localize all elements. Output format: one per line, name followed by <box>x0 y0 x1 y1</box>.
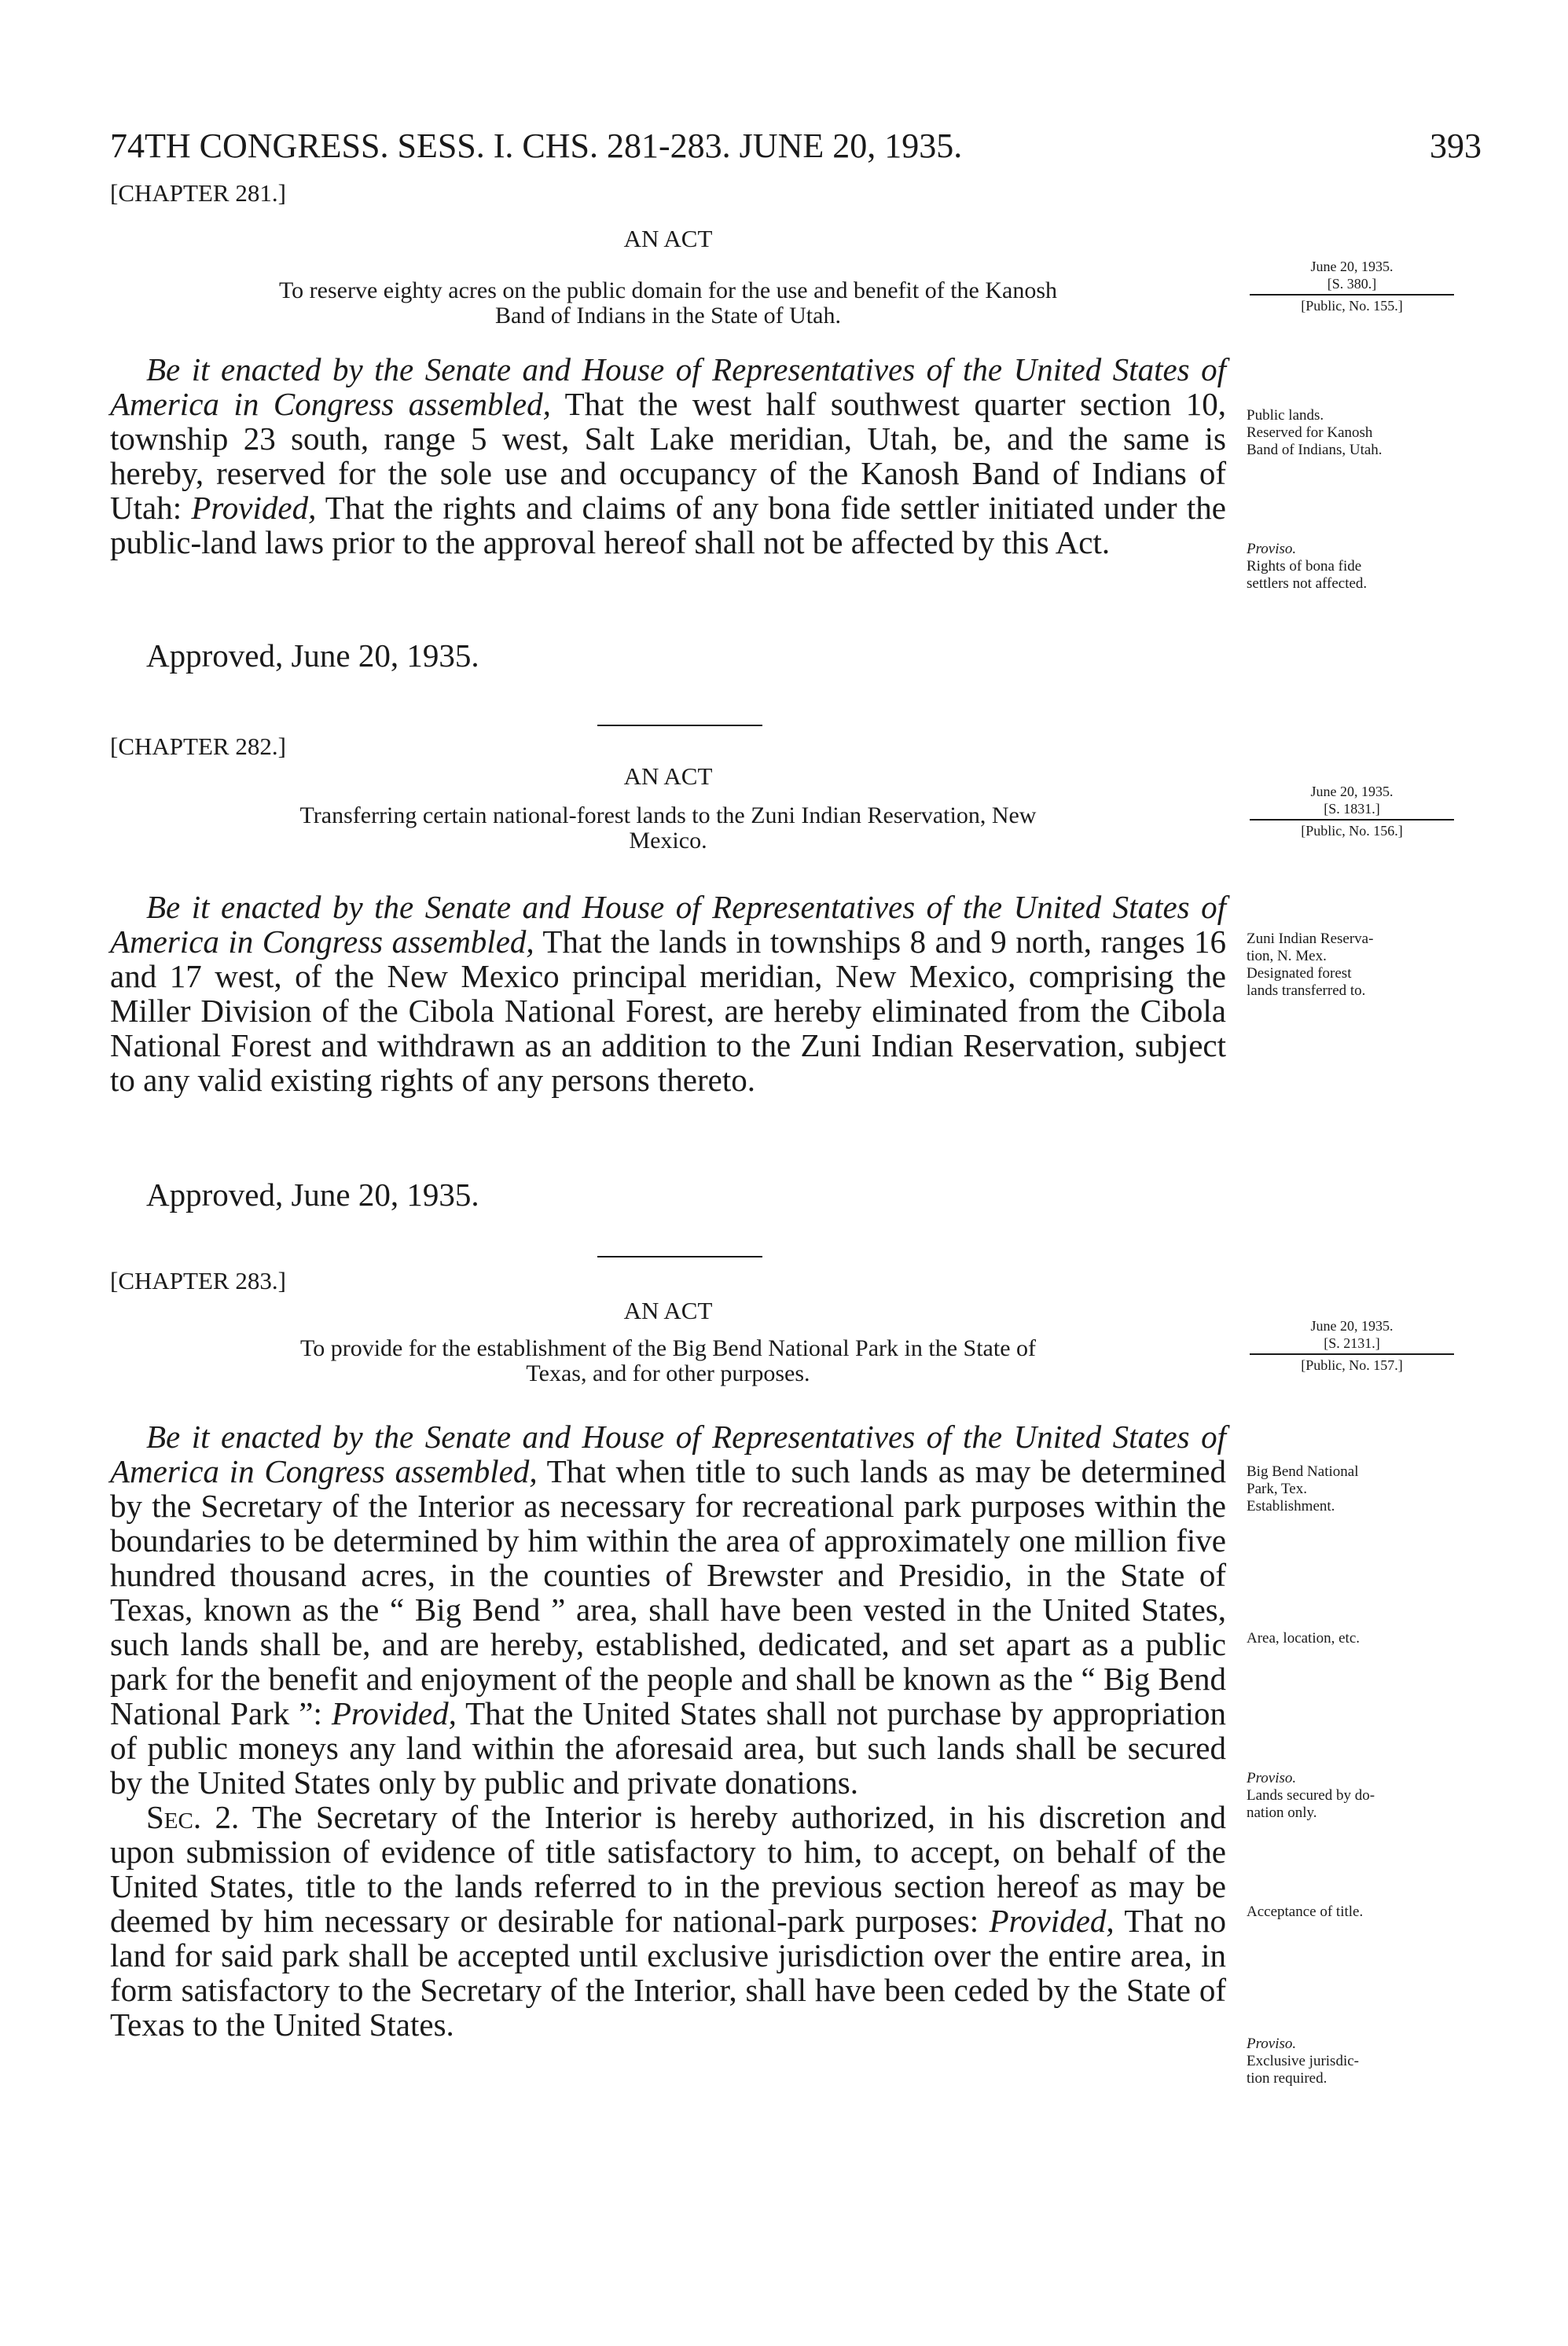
section-text-main: That when title to such lands as may be determined by the Secretary of the Interior as necessary for recreational park purposes within the boundaries to be determined by him within the area of approximately one million five hundred thousand acres, in the counties of Brewster and Presidio, in the State of Texas, known as the “ Big Bend ” area, shall have been vested in the United States, such lands shall be, and are hereby, established, dedicated, and set apart as a public park for the benefit and enjoyment of the people and shall be known as the “ Big Bend National Park ”: <box>110 1453 1226 1731</box>
bill-date: June 20, 1935. <box>1310 784 1394 799</box>
section-2-proviso: That no land for said park shall be accepted until exclusive jurisdiction over the entire area, in form satisfactory to the Secretary of the Interior, shall have been ceded by the State of Texas to the United States. <box>110 1903 1226 2043</box>
chapter-282-title <box>110 803 1226 854</box>
chapter-281-title-line2: Band of Indians in the State of Utah. <box>495 303 841 329</box>
chapter-282-approved: Approved, June 20, 1935. <box>146 1177 479 1213</box>
chapter-281-approved: Approved, June 20, 1935. <box>146 637 479 674</box>
chapter-283-section-1 <box>110 1419 1226 1800</box>
chapter-283-section-2 <box>110 1800 1226 2042</box>
section-text-main: That the west half southwest quarter section 10, township 23 south, range 5 west, Salt Lake meridian, Utah, be, and the same is hereby, reserved for the sole use and occupancy of the Kanosh Band of Indians of Utah: <box>110 386 1226 526</box>
bill-date: June 20, 1935. <box>1310 1318 1394 1334</box>
chapter-283-title-line1: To provide for the establishment of the Big Bend National Park in the State of <box>299 1335 1037 1361</box>
bill-number: [S. 380.] <box>1250 275 1454 296</box>
chapter-separator <box>597 1256 762 1257</box>
public-law-number: [Public, No. 157.] <box>1301 1357 1403 1373</box>
bill-number: [S. 1831.] <box>1250 800 1454 821</box>
public-law-number: [Public, No. 156.] <box>1301 823 1403 839</box>
chapter-283-label: [CHAPTER 283.] <box>110 1267 286 1294</box>
margin-note-proviso-donation: Proviso. Lands secured by do- nation only. <box>1247 1770 1375 1821</box>
margin-note-area-location: Area, location, etc. <box>1247 1630 1361 1647</box>
section-2-text: The Secretary of the Interior is hereby authorized, in his discretion and upon submission of evidence of title satisfactory to him, to accept, on behalf of the United States, title to the lands referred to in the previous section hereof as may be deemed by him necessary or desirable for national-park purposes: <box>110 1799 1227 1939</box>
bill-date: June 20, 1935. <box>1310 259 1394 274</box>
enacting-clause: Be it enacted by the Senate and House of Representatives of the United States of America in Congress assembled, <box>110 889 1226 960</box>
chapter-282-title-line2: Mexico. <box>629 828 707 854</box>
chapter-283-title <box>110 1336 1226 1386</box>
enacting-clause: Be it enacted by the Senate and House of Representatives of the United States of America in Congress assembled, <box>110 351 1226 422</box>
chapter-281-title <box>110 278 1226 329</box>
chapter-282-body <box>110 890 1226 1097</box>
page-number: 393 <box>1430 127 1482 165</box>
chapter-282-label: [CHAPTER 282.] <box>110 732 286 760</box>
section-text-proviso: That the United States shall not purchase by appropriation of public moneys any land within the aforesaid area, but such lands shall be secured by the United States only by public and private donations. <box>110 1695 1226 1801</box>
margin-note-public-lands: Public lands. Reserved for Kanosh Band of Indians, Utah. <box>1247 407 1383 458</box>
section-text-main: That the lands in townships 8 and 9 north, ranges 16 and 17 west, of the New Mexico principal meridian, New Mexico, comprising the Miller Division of the Cibola National Forest, are hereby eliminated from the Cibola National Forest and withdrawn as an addition to the Zuni Indian Reservation, subject to any valid existing rights of any persons thereto. <box>110 923 1227 1098</box>
bill-number: [S. 2131.] <box>1250 1335 1454 1355</box>
chapter-282-section-text <box>110 890 1226 1097</box>
margin-note-zuni-reservation: Zuni Indian Reserva- tion, N. Mex. Designated forest lands transferred to. <box>1247 931 1374 999</box>
chapter-separator <box>597 725 762 726</box>
chapter-283-title-line2: Texas, and for other purposes. <box>526 1360 810 1386</box>
chapter-281-section-text <box>110 352 1226 560</box>
proviso-word: Provided, <box>989 1903 1114 1939</box>
chapter-281-bill-box <box>1250 258 1454 314</box>
chapter-283-act-heading: AN ACT <box>623 1297 713 1324</box>
chapter-281-act-heading: AN ACT <box>623 225 713 252</box>
section-2-label: Sec. 2. <box>146 1799 240 1835</box>
margin-note-proviso-settlers: Proviso. Rights of bona fide settlers not affected. <box>1247 541 1368 592</box>
enacting-clause: Be it enacted by the Senate and House of Representatives of the United States of America in Congress assembled, <box>110 1419 1226 1489</box>
chapter-282-title-line1: Transferring certain national-forest lands to the Zuni Indian Reservation, New <box>299 802 1037 828</box>
chapter-281-title-line1: To reserve eighty acres on the public domain for the use and benefit of the Kanosh <box>278 277 1058 303</box>
proviso-word: Provided, <box>191 490 317 526</box>
margin-note-proviso-jurisdiction: Proviso. Exclusive jurisdic- tion required. <box>1247 2036 1359 2087</box>
chapter-282-act-heading: AN ACT <box>623 762 713 790</box>
running-head <box>110 126 1482 173</box>
section-text-proviso: That the rights and claims of any bona fide settler initiated under the public-land laws prior to the approval hereof shall not be affected by this Act. <box>110 490 1226 560</box>
margin-note-acceptance-title: Acceptance of title. <box>1247 1904 1364 1920</box>
public-law-number: [Public, No. 155.] <box>1301 298 1403 314</box>
chapter-283-body <box>110 1419 1226 2042</box>
chapter-281-body <box>110 352 1226 560</box>
proviso-word: Provided, <box>331 1695 457 1731</box>
chapter-283-bill-box <box>1250 1317 1454 1374</box>
running-head-title: 74TH CONGRESS. SESS. I. CHS. 281-283. JUNE 20, 1935. <box>110 127 963 165</box>
chapter-281-label: [CHAPTER 281.] <box>110 179 286 207</box>
chapter-282-bill-box <box>1250 783 1454 839</box>
margin-note-big-bend: Big Bend National Park, Tex. Establishment. <box>1247 1463 1359 1514</box>
